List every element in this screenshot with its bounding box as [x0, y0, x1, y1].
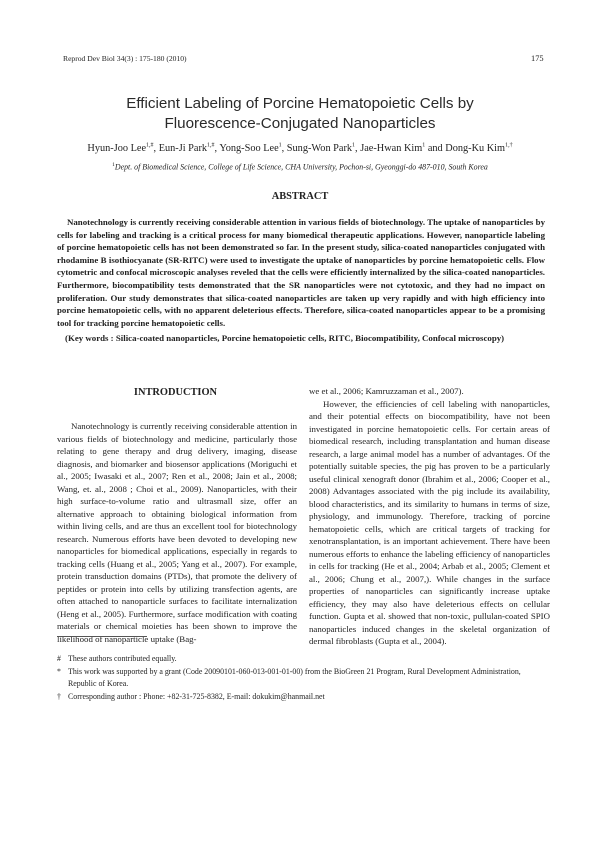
author: Eun-Ji Park$^{1,\#}$, [158, 143, 220, 155]
left-column [57, 420, 297, 645]
footnote: * This work was supported by a grant (Code 20090101-060-013-001-01-00) from the BioGreen 21 Program, Rural Development Administration, Republic of Korea. [57, 666, 521, 689]
abstract-heading: ABSTRACT [271, 191, 329, 202]
intro-paragraph-1-continued: we et al., 2006; Kamruzzaman et al., 2007). [309, 386, 464, 396]
affiliation: $^1$Dept. of Biomedical Science, College of Life Science, CHA University, Pochon-si, Gyeonggi-do 487-010, South Korea [112, 162, 488, 172]
keywords-label: (Key words : [65, 333, 114, 343]
keywords-list: Silica-coated nanoparticles, Porcine hematopoietic cells, RITC, Biocompatibility, Confocal microscopy) [115, 333, 505, 343]
title-line-2: Fluorescence-Conjugated Nanoparticles [164, 115, 436, 132]
footnote-divider [57, 636, 147, 637]
paper-title [60, 94, 540, 134]
intro-paragraph-1: Nanotechnology is currently receiving considerable attention in various fields of biotechnology and medicine, particularly those relating to gene therapy and drug delivery, imaging, disease diagnosis, and biomarker and biosensor applications (Moriguchi et al., 2005; Iwasaki et al., 2007; Ren et al., 2008; Jain et al., 2008; Wang, et. al., 2008 ; Choi et al., 2009). Nanoparticles, with their high surface-to-volume ratio and ultrasmall size, offer an alternative approach to obtaining biological information from within living cells, and are thus an excellent tool for biotechnology research. Numerous efforts have been devoted to developing new nanoparticles for biomedical applications, especially in regards to tracking cells (Huang et al., 2005; Yang et al., 2007). For example, protein transduction domains (PTDs), that promote the delivery of peptides or protein into cells by utilizing transfection agents, are often attached to nanoparticle surfaces to facilitate internalization (Heng et al., 2005). Furthermore, surface modification with coating materials or chemical moieties has been shown to improve the likelihood of nanoparticle uptake (Bag- [57, 421, 297, 644]
keywords [65, 332, 547, 345]
author: Hyun-Joo Lee$^{1,\#}$, [87, 143, 159, 155]
footnote: # These authors contributed equally. [57, 654, 177, 663]
author: Dong-Ku Kim$^{1,\dagger}$ [445, 143, 513, 155]
journal-citation: Reprod Dev Biol 34(3) : 175-180 (2010) [63, 54, 187, 63]
right-column [309, 385, 550, 648]
author-list [40, 143, 560, 154]
introduction-heading: INTRODUCTION [133, 387, 218, 398]
page-number: 175 [531, 54, 544, 63]
footnote: † Corresponding author : Phone: +82-31-725-8382, E-mail: dokukim@hanmail.net [57, 691, 325, 701]
intro-paragraph-2: However, the efficiencies of cell labeling with nanoparticles, and their potential effects on biocompatibility, have not been investigated in porcine hematopoietic cells. For certain areas of biomedical research, including transplantation and human disease research, a large animal model has a number of advantages. Of the potentially suitable species, the pig has proven to be a particularly useful clinical xenograft donor (Ibrahim et al., 2006; Cooper et al., 2008) Advantages associated with the pig include its availability, blood characteristics, and its similarity to humans in terms of size, physiology, and immunology. Therefore, tracking of porcine hematopoietic cells, which are critical targets of tracking for xenotransplantation, is an important achievement. There have been numerous efforts to enhance the labeling efficiency of nanoparticles in cells for tracking (He et al., 2004; Arbab et al., 2005; Clement et al., 2006; Chung et al., 2007,). While changes in the surface properties of nanoparticles can significantly increase uptake efficiency, they may also have deleterious effects on cellular function. Gupta et al. showed that non-toxic, pullulan-coated SPIO nanoparticles induced changes in the skeletal organization of dermal fibroblasts (Gupta et al., 2004). [309, 398, 550, 646]
author: Sung-Won Park$^1$, [286, 143, 361, 155]
abstract-body: Nanotechnology is currently receiving considerable attention in various fields of biotechnology. The uptake of nanoparticles by cells for labeling and tracking is a critical process for many biomedical therapeutic applications. However, nanoparticle labeling of porcine hematopoietic cells has not been demonstrated so far. In the present study, silica-coated nanoparticles conjugated with rhodamine B isothiocyanate (SR-RITC) were used to investigate the uptake of nanoparticles by porcine hematopoietic cells. Flow cytometric and confocal microscopic analyses reveled that the cells were efficiently internalized by the silica-coated nanoparticles. Furthermore, biocompatibility tests demonstrated that the SR nanoparticles were not cytotoxic, and they had no impact on proliferation. Our study demonstrates that silica-coated nanoparticles are taken up very rapidly and with high efficiency into porcine hematopoietic cells, with no apparent deleterious effects. Therefore, silica-coated nanoparticles appear to be a promising tool for tracking porcine hematopoietic cells. [57, 217, 545, 328]
author: Yong-Soo Lee$^1$, [219, 143, 287, 155]
author: Jae-Hwan Kim$^1$ and [360, 143, 446, 155]
title-line-1: Efficient Labeling of Porcine Hematopoietic Cells by [126, 95, 474, 112]
footnotes [57, 653, 549, 703]
